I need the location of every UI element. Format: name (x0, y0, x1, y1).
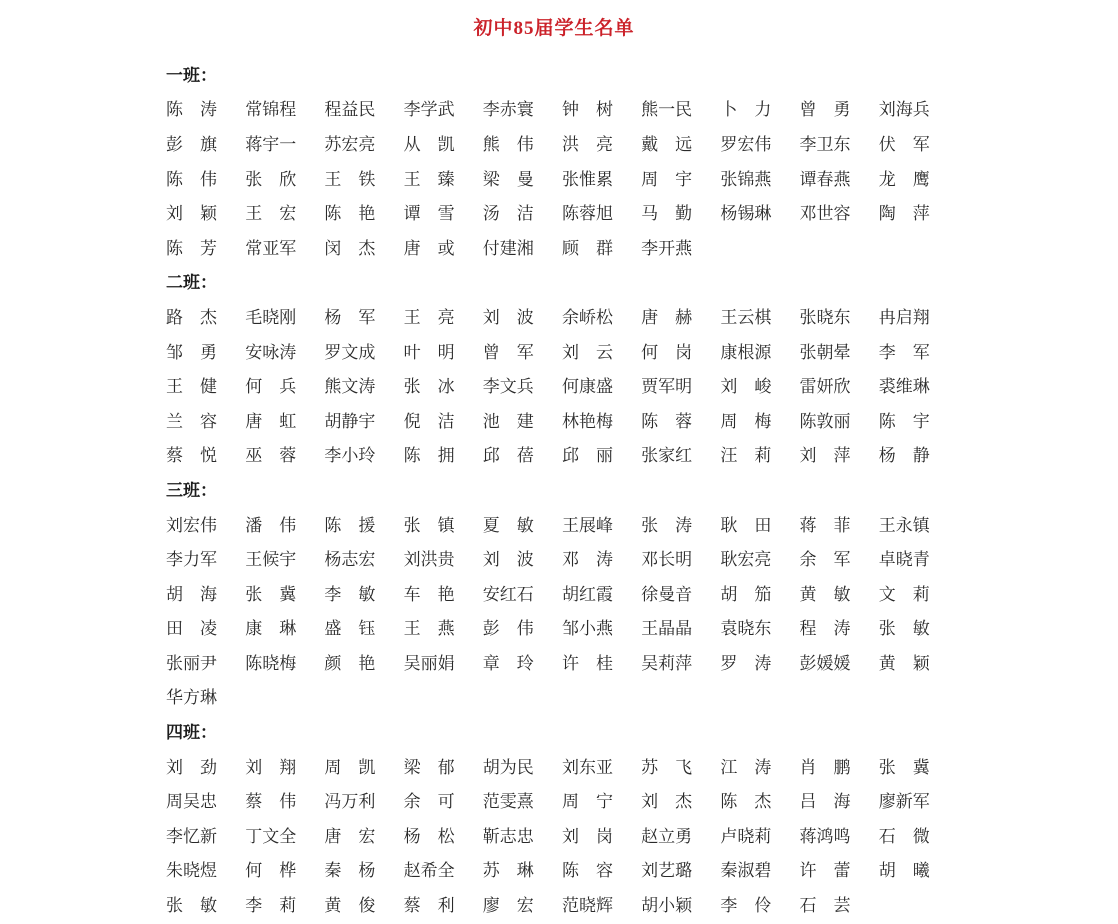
student-name: 胡 曦 (878, 861, 930, 881)
student-name: 胡 红 霞 (561, 584, 613, 604)
student-name: 闵 杰 (324, 238, 376, 258)
student-name: 余 军 (799, 550, 851, 570)
student-name: 龙 鹰 (878, 169, 930, 189)
student-name: 黄 颖 (878, 653, 930, 673)
student-name: 范 雯 熹 (482, 792, 534, 812)
student-name: 周 宇 (641, 169, 693, 189)
student-name: 李 卫 东 (799, 134, 851, 154)
student-name: 卜 力 (720, 100, 772, 120)
name-row (166, 852, 932, 887)
student-name: 刘 杰 (641, 792, 693, 812)
student-name: 周 宁 (561, 792, 613, 812)
student-name: 邓 涛 (561, 550, 613, 570)
student-name: 唐 赫 (641, 307, 693, 327)
student-name: 王 云 棋 (720, 307, 772, 327)
name-row (166, 194, 932, 229)
student-name: 熊 文 涛 (324, 377, 376, 397)
student-name: 唐 虹 (245, 411, 297, 431)
student-name: 王 宏 (245, 204, 297, 224)
sections (166, 56, 932, 921)
class-section (166, 56, 932, 264)
student-name: 许 蕾 (799, 861, 851, 881)
name-row (166, 125, 932, 160)
student-name: 唐 宏 (324, 826, 376, 846)
student-name: 胡 笳 (720, 584, 772, 604)
student-name: 王 晶 晶 (641, 619, 693, 639)
student-name: 康 根 源 (720, 342, 772, 362)
student-name: 潘 伟 (245, 515, 297, 535)
student-name: 刘 宏 伟 (166, 515, 217, 535)
student-name: 蔡 悦 (166, 446, 217, 466)
student-name: 李 学 武 (403, 100, 455, 120)
student-name: 秦 杨 (324, 861, 376, 881)
name-row (166, 160, 932, 195)
student-name: 熊 一 民 (641, 100, 693, 120)
student-name: 吴 莉 萍 (641, 653, 693, 673)
student-name: 王 臻 (403, 169, 455, 189)
class-section (166, 713, 932, 921)
student-name: 丁 文 全 (245, 826, 297, 846)
student-name: 张 惟 累 (561, 169, 613, 189)
student-name: 陶 萍 (878, 204, 930, 224)
student-name: 邱 丽 (561, 446, 613, 466)
student-name: 曾 勇 (799, 100, 851, 120)
student-name: 杨 静 (878, 446, 930, 466)
student-name: 范 晓 辉 (561, 896, 613, 916)
student-name: 顾 群 (561, 238, 613, 258)
class-label: 四班： (166, 723, 217, 743)
student-name: 刘 萍 (799, 446, 851, 466)
student-name: 张 欣 (245, 169, 297, 189)
student-name: 邓 世 容 (799, 204, 851, 224)
student-name: 从 凯 (403, 134, 455, 154)
student-name: 赵 立 勇 (641, 826, 693, 846)
student-name: 陈 杰 (720, 792, 772, 812)
student-name: 安 红 石 (482, 584, 534, 604)
student-name: 陈 晓 梅 (245, 653, 297, 673)
student-name: 余 峤 松 (561, 307, 613, 327)
student-name: 章 玲 (482, 653, 534, 673)
student-name: 马 勤 (641, 204, 693, 224)
student-name: 陈 容 (561, 861, 613, 881)
student-name: 罗 涛 (720, 653, 772, 673)
student-name: 周 吴 忠 (166, 792, 217, 812)
student-name: 程 涛 (799, 619, 851, 639)
student-name: 何 岗 (641, 342, 693, 362)
student-name: 邹 勇 (166, 342, 217, 362)
student-name: 巫 蓉 (245, 446, 297, 466)
student-name: 车 艳 (403, 584, 455, 604)
name-row (166, 817, 932, 852)
student-name: 陈 蓉 旭 (561, 204, 613, 224)
student-name: 张 锦 燕 (720, 169, 772, 189)
student-name: 刘 东 亚 (561, 757, 613, 777)
student-name: 李 文 兵 (482, 377, 534, 397)
student-name: 胡 小 颖 (641, 896, 693, 916)
student-name: 吴 丽 娟 (403, 653, 455, 673)
student-name: 谭 雪 (403, 204, 455, 224)
student-name: 池 建 (482, 411, 534, 431)
student-name: 陈 宇 (878, 411, 930, 431)
student-name: 何 兵 (245, 377, 297, 397)
student-name: 江 涛 (720, 757, 772, 777)
student-name: 杨 松 (403, 826, 455, 846)
student-name: 徐 曼 音 (641, 584, 693, 604)
name-row (166, 298, 932, 333)
student-name: 陈 伟 (166, 169, 217, 189)
student-name: 张 敏 (166, 896, 217, 916)
student-name: 裘 维 琳 (878, 377, 930, 397)
student-name: 戴 远 (641, 134, 693, 154)
student-name: 邱 蓓 (482, 446, 534, 466)
student-name: 胡 静 宇 (324, 411, 376, 431)
name-row (166, 367, 932, 402)
student-name: 陈 蓉 (641, 411, 693, 431)
student-name: 许 桂 (561, 653, 613, 673)
student-name: 蒋 宇 一 (245, 134, 297, 154)
student-name: 兰 容 (166, 411, 217, 431)
student-name: 袁 晓 东 (720, 619, 772, 639)
student-name: 路 杰 (166, 307, 217, 327)
student-name: 何 桦 (245, 861, 297, 881)
student-name: 张 家 红 (641, 446, 693, 466)
student-name: 王 展 峰 (561, 515, 613, 535)
student-name: 颜 艳 (324, 653, 376, 673)
student-name: 冉 启 翔 (878, 307, 930, 327)
class-label: 三班： (166, 480, 217, 500)
student-name: 康 琳 (245, 619, 297, 639)
student-name: 彭 旗 (166, 134, 217, 154)
student-name: 胡 海 (166, 584, 217, 604)
student-name: 朱 晓 煜 (166, 861, 217, 881)
name-row (166, 748, 932, 783)
name-row (166, 610, 932, 645)
student-name: 陈 涛 (166, 100, 217, 120)
student-name: 盛 钰 (324, 619, 376, 639)
student-name: 杨 志 宏 (324, 550, 376, 570)
student-name: 梁 郁 (403, 757, 455, 777)
name-row (166, 437, 932, 472)
student-name: 耿 宏 亮 (720, 550, 772, 570)
student-name: 秦 淑 碧 (720, 861, 772, 881)
student-name: 蒋 菲 (799, 515, 851, 535)
student-name: 吕 海 (799, 792, 851, 812)
student-name: 刘 劲 (166, 757, 217, 777)
student-name: 冯 万 利 (324, 792, 376, 812)
class-section (166, 471, 932, 713)
student-name: 刘 洪 贵 (403, 550, 455, 570)
student-name: 廖 宏 (482, 896, 534, 916)
student-name: 刘 峻 (720, 377, 772, 397)
student-name: 华 方 琳 (166, 688, 217, 708)
student-name: 雷 妍 欣 (799, 377, 851, 397)
student-name: 张 涛 (641, 515, 693, 535)
student-name: 杨 军 (324, 307, 376, 327)
student-name: 何 康 盛 (561, 377, 613, 397)
name-row (166, 229, 932, 264)
student-name: 刘 岗 (561, 826, 613, 846)
student-name: 陈 拥 (403, 446, 455, 466)
student-name: 谭 春 燕 (799, 169, 851, 189)
student-name: 蒋 鸿 鸣 (799, 826, 851, 846)
student-name: 廖 新 军 (878, 792, 930, 812)
student-name: 唐 或 (403, 238, 455, 258)
student-name: 毛 晓 刚 (245, 307, 297, 327)
student-name: 张 丽 尹 (166, 653, 217, 673)
student-name: 耿 田 (720, 515, 772, 535)
student-name: 梁 曼 (482, 169, 534, 189)
student-name: 邓 长 明 (641, 550, 693, 570)
student-name: 刘 云 (561, 342, 613, 362)
name-row (166, 540, 932, 575)
student-name: 杨 锡 琳 (720, 204, 772, 224)
student-name: 叶 明 (403, 342, 455, 362)
student-name: 靳 志 忠 (482, 826, 534, 846)
student-name: 林 艳 梅 (561, 411, 613, 431)
student-name: 肖 鹏 (799, 757, 851, 777)
name-row (166, 644, 932, 679)
student-name: 李 小 玲 (324, 446, 376, 466)
student-name: 曾 军 (482, 342, 534, 362)
name-row (166, 575, 932, 610)
student-name: 贾 军 明 (641, 377, 693, 397)
student-name: 李 莉 (245, 896, 297, 916)
student-name: 周 梅 (720, 411, 772, 431)
student-name: 陈 芳 (166, 238, 217, 258)
student-name: 彭 伟 (482, 619, 534, 639)
student-name: 汪 莉 (720, 446, 772, 466)
student-name: 常 亚 军 (245, 238, 297, 258)
student-name: 张 敏 (878, 619, 930, 639)
name-row (166, 402, 932, 437)
student-name: 苏 琳 (482, 861, 534, 881)
student-name: 蔡 伟 (245, 792, 297, 812)
student-name: 李 伶 (720, 896, 772, 916)
student-name: 程 益 民 (324, 100, 376, 120)
student-name: 付 建 湘 (482, 238, 534, 258)
student-name: 田 凌 (166, 619, 217, 639)
student-name: 刘 海 兵 (878, 100, 930, 120)
student-name: 伏 军 (878, 134, 930, 154)
student-name: 卓 晓 青 (878, 550, 930, 570)
student-name: 李 敏 (324, 584, 376, 604)
student-name: 王 铁 (324, 169, 376, 189)
student-name: 汤 洁 (482, 204, 534, 224)
student-name: 文 莉 (878, 584, 930, 604)
student-name: 李 军 (878, 342, 930, 362)
student-name: 王 燕 (403, 619, 455, 639)
student-name: 黄 敏 (799, 584, 851, 604)
name-row (166, 333, 932, 368)
student-name: 张 冀 (878, 757, 930, 777)
name-row (166, 886, 932, 921)
student-name: 赵 希 全 (403, 861, 455, 881)
student-name: 夏 敏 (482, 515, 534, 535)
student-name: 罗 文 成 (324, 342, 376, 362)
student-name: 张 镇 (403, 515, 455, 535)
student-name: 刘 颖 (166, 204, 217, 224)
student-name: 黄 俊 (324, 896, 376, 916)
class-label: 一班： (166, 65, 217, 85)
student-name: 苏 飞 (641, 757, 693, 777)
student-name: 洪 亮 (561, 134, 613, 154)
student-name: 王 永 镇 (878, 515, 930, 535)
student-name: 彭 媛 媛 (799, 653, 851, 673)
student-name: 罗 宏 伟 (720, 134, 772, 154)
student-name: 刘 波 (482, 550, 534, 570)
student-name: 陈 艳 (324, 204, 376, 224)
page-title: 初中85届学生名单 (473, 18, 635, 39)
name-row (166, 679, 932, 714)
student-name: 卢 晓 莉 (720, 826, 772, 846)
student-name: 余 可 (403, 792, 455, 812)
student-name: 熊 伟 (482, 134, 534, 154)
student-name: 陈 援 (324, 515, 376, 535)
name-row (166, 91, 932, 126)
student-name: 苏 宏 亮 (324, 134, 376, 154)
student-name: 张 冰 (403, 377, 455, 397)
student-name: 刘 波 (482, 307, 534, 327)
name-row (166, 782, 932, 817)
class-section (166, 264, 932, 472)
student-name: 张 冀 (245, 584, 297, 604)
class-label: 二班： (166, 273, 217, 293)
student-name: 蔡 利 (403, 896, 455, 916)
student-name: 常 锦 程 (245, 100, 297, 120)
student-name: 张 晓 东 (799, 307, 851, 327)
student-name: 李 赤 寰 (482, 100, 534, 120)
student-name: 王 候 宇 (245, 550, 297, 570)
student-name: 王 亮 (403, 307, 455, 327)
student-name: 李 忆 新 (166, 826, 217, 846)
student-name: 张 朝 晕 (799, 342, 851, 362)
student-name: 石 微 (878, 826, 930, 846)
student-name: 李 开 燕 (641, 238, 693, 258)
student-name: 安 咏 涛 (245, 342, 297, 362)
name-row (166, 506, 932, 541)
student-name: 石 芸 (799, 896, 851, 916)
student-name: 王 健 (166, 377, 217, 397)
student-name: 倪 洁 (403, 411, 455, 431)
student-name: 刘 艺 璐 (641, 861, 693, 881)
student-name: 陈 敦 丽 (799, 411, 851, 431)
student-name: 钟 树 (561, 100, 613, 120)
student-name: 胡 为 民 (482, 757, 534, 777)
student-name: 刘 翔 (245, 757, 297, 777)
student-name: 周 凯 (324, 757, 376, 777)
student-name: 李 力 军 (166, 550, 217, 570)
student-name: 邹 小 燕 (561, 619, 613, 639)
